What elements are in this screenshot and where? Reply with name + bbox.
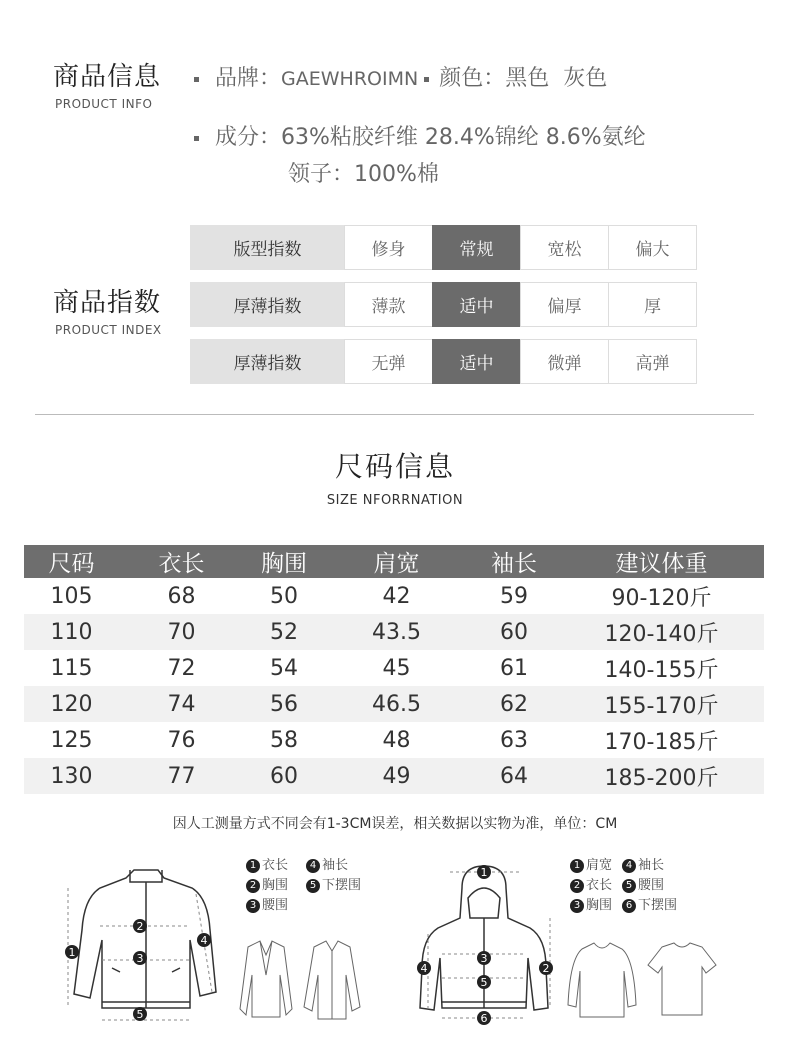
index-option: 薄款 <box>344 282 433 327</box>
table-cell: 45 <box>382 655 411 681</box>
legend-item: 4 袖长 <box>306 856 348 876</box>
index-option: 微弹 <box>520 339 609 384</box>
table-cell: 115 <box>50 655 93 681</box>
column-header: 尺码 <box>24 545 119 578</box>
table-cell: 120-140斤 <box>559 614 764 650</box>
svg-text:5: 5 <box>136 1008 144 1021</box>
table-row <box>24 614 764 650</box>
legend-item: 3 腰围 <box>246 896 288 916</box>
index-label: 厚薄指数 <box>190 282 345 327</box>
table-cell: 58 <box>270 727 298 753</box>
suit-and-shirt-thumbnails <box>236 935 366 1025</box>
svg-text:4: 4 <box>420 962 428 975</box>
index-option: 无弹 <box>344 339 433 384</box>
bullet-icon <box>194 77 199 82</box>
table-cell: 61 <box>500 655 528 681</box>
svg-text:1: 1 <box>68 946 76 959</box>
legend-item: 5 下摆围 <box>306 876 361 896</box>
index-option: 厚 <box>608 282 697 327</box>
table-row <box>24 758 764 794</box>
column-header: 建议体重 <box>559 545 764 578</box>
svg-text:2: 2 <box>542 962 550 975</box>
tshirt-icon <box>648 943 716 1015</box>
svg-text:1: 1 <box>480 866 488 879</box>
table-cell: 42 <box>382 583 411 609</box>
composition-line <box>194 120 646 151</box>
legend-item: 6 下摆围 <box>622 896 677 916</box>
product-index-title: 商品指数 <box>53 288 162 318</box>
size-table-header <box>24 545 764 578</box>
legend-item: 2 胸围 <box>246 876 306 896</box>
shirt-icon <box>304 941 360 1019</box>
size-info-title: 尺码信息 <box>334 450 455 483</box>
table-cell: 76 <box>167 727 196 753</box>
collar-label: 领子： <box>288 162 355 187</box>
size-info-subtitle: SIZE NFORRNATION <box>326 493 464 508</box>
table-row <box>24 686 764 722</box>
index-label: 版型指数 <box>190 225 345 270</box>
legend-item: 3 胸围 <box>570 896 622 916</box>
table-cell: 49 <box>324 758 469 794</box>
legend-item: 1 衣长 <box>246 856 306 876</box>
table-cell: 170-185斤 <box>604 729 719 755</box>
svg-text:6: 6 <box>480 1012 488 1025</box>
svg-text:5: 5 <box>480 976 488 989</box>
table-cell: 54 <box>270 655 298 681</box>
column-header: 肩宽 <box>324 545 469 578</box>
brand-value: GAEWHROIMN <box>281 68 419 90</box>
legend-item: 5 腰围 <box>622 876 664 896</box>
table-cell: 56 <box>244 686 324 722</box>
hoodie-measure-diagram <box>410 858 560 1028</box>
sweater-icon <box>568 943 636 1017</box>
color-value: 黑色 灰色 <box>505 66 608 91</box>
table-row <box>24 578 764 614</box>
table-cell: 125 <box>50 727 93 753</box>
index-option: 高弹 <box>608 339 697 384</box>
table-cell: 59 <box>500 583 528 609</box>
table-cell: 155-170斤 <box>559 686 764 722</box>
left-legend <box>246 856 376 916</box>
table-cell: 140-155斤 <box>604 657 719 683</box>
svg-text:3: 3 <box>136 952 144 965</box>
legend-item: 4 袖长 <box>622 856 664 876</box>
table-cell: 130 <box>24 758 119 794</box>
table-cell: 185-200斤 <box>559 758 764 794</box>
index-option: 偏厚 <box>520 282 609 327</box>
suit-icon <box>240 941 292 1017</box>
legend-item: 1 肩宽 <box>570 856 622 876</box>
table-cell: 43.5 <box>324 614 469 650</box>
svg-text:2: 2 <box>136 920 144 933</box>
svg-text:4: 4 <box>200 934 208 947</box>
table-cell: 64 <box>469 758 559 794</box>
table-cell: 48 <box>382 727 411 753</box>
table-cell: 72 <box>167 655 196 681</box>
collar-value: 100%棉 <box>354 162 439 187</box>
collar-line <box>288 157 439 188</box>
bullet-icon <box>194 136 199 141</box>
size-info-header <box>0 445 790 508</box>
table-cell: 46.5 <box>324 686 469 722</box>
table-cell: 60 <box>244 758 324 794</box>
index-option: 修身 <box>344 225 433 270</box>
table-cell: 63 <box>500 727 528 753</box>
table-cell: 62 <box>469 686 559 722</box>
index-row-elasticity <box>190 339 697 384</box>
table-cell: 110 <box>24 614 119 650</box>
table-cell: 90-120斤 <box>611 585 712 611</box>
size-table <box>24 545 764 794</box>
svg-text:3: 3 <box>480 952 488 965</box>
color-label: 颜色： <box>439 66 506 91</box>
table-cell: 70 <box>119 614 244 650</box>
index-row-thickness <box>190 282 697 327</box>
product-info-subtitle: PRODUCT INFO <box>55 97 153 111</box>
bullet-icon <box>424 77 429 82</box>
legend-item: 2 衣长 <box>570 876 622 896</box>
brand-color-line <box>194 61 607 92</box>
product-info-section <box>0 0 790 200</box>
brand-label: 品牌： <box>215 66 282 91</box>
index-option-selected: 常规 <box>432 225 521 270</box>
table-cell: 60 <box>469 614 559 650</box>
measurement-note: 因人工测量方式不同会有1-3CM误差，相关数据以实物为准，单位：CM <box>172 816 618 832</box>
index-option: 宽松 <box>520 225 609 270</box>
table-cell: 50 <box>270 583 298 609</box>
table-row <box>24 722 764 758</box>
column-header: 袖长 <box>469 545 559 578</box>
table-cell: 120 <box>24 686 119 722</box>
table-cell: 105 <box>50 583 93 609</box>
index-label: 厚薄指数 <box>190 339 345 384</box>
index-option-selected: 适中 <box>432 282 521 327</box>
column-header: 胸围 <box>244 545 324 578</box>
composition-value: 63%粘胶纤维 28.4%锦纶 8.6%氨纶 <box>281 125 646 150</box>
size-table-wrap <box>24 545 764 794</box>
column-header: 衣长 <box>119 545 244 578</box>
right-legend <box>570 856 700 916</box>
table-cell: 68 <box>167 583 196 609</box>
table-cell: 74 <box>119 686 244 722</box>
jacket-measure-diagram <box>60 860 230 1030</box>
index-row-fit <box>190 225 697 270</box>
index-table <box>190 225 697 384</box>
product-info-title: 商品信息 <box>53 62 162 92</box>
product-index-subtitle: PRODUCT INDEX <box>55 323 162 337</box>
composition-label: 成分： <box>215 125 282 150</box>
table-cell: 77 <box>119 758 244 794</box>
index-option: 偏大 <box>608 225 697 270</box>
index-option-selected: 适中 <box>432 339 521 384</box>
table-row <box>24 650 764 686</box>
section-divider <box>35 414 754 415</box>
sweater-and-tshirt-thumbnails <box>562 935 722 1025</box>
table-cell: 52 <box>244 614 324 650</box>
